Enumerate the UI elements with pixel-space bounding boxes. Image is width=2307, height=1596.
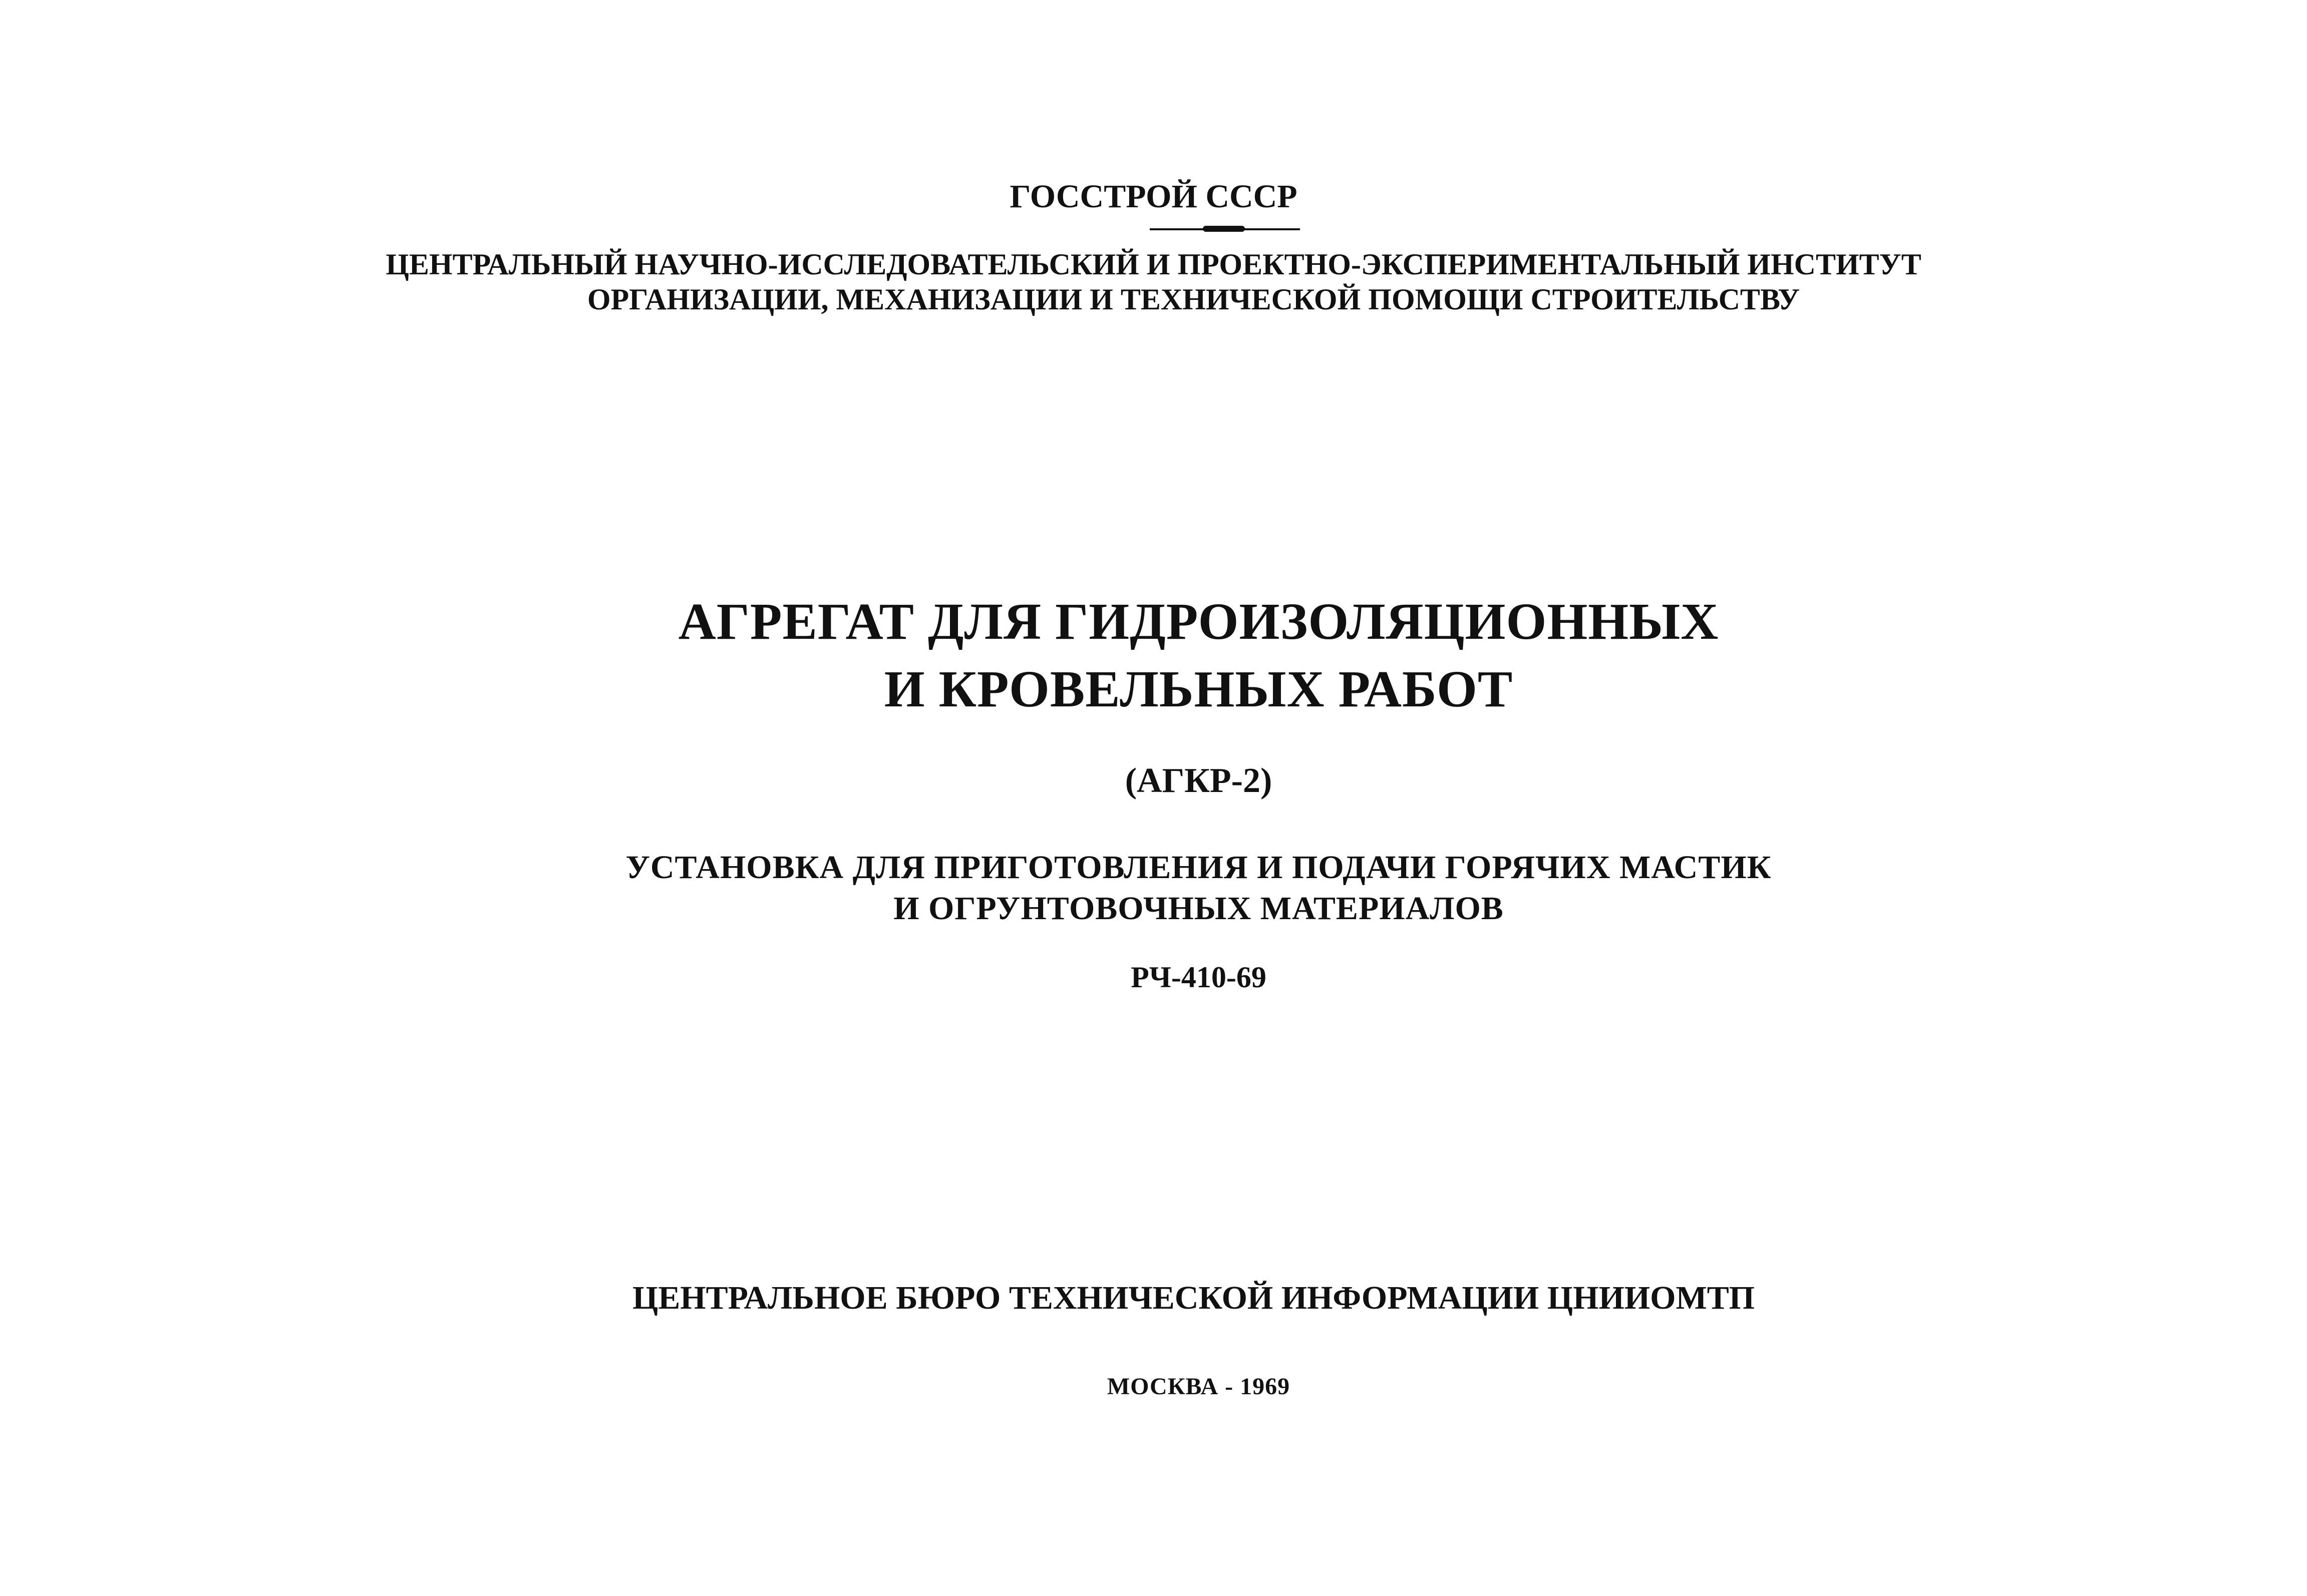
- subtitle-line-2: И ОГРУНТОВОЧНЫХ МАТЕРИАЛОВ: [893, 890, 1504, 927]
- publication-place-year: МОСКВА - 1969: [1107, 1373, 1290, 1400]
- document-number: РЧ-410-69: [1131, 961, 1266, 994]
- subtitle-line-1: УСТАНОВКА ДЛЯ ПРИГОТОВЛЕНИЯ И ПОДАЧИ ГОРЯЧИХ МАСТИК: [625, 849, 1772, 886]
- header-divider-ornament: [1203, 226, 1245, 232]
- organization-name: ГОССТРОЙ СССР: [1010, 178, 1297, 215]
- model-code: (АГКР-2): [1125, 761, 1272, 800]
- document-title-line-2: И КРОВЕЛЬНЫХ РАБОТ: [884, 660, 1513, 718]
- institute-name-line-2: ОРГАНИЗАЦИИ, МЕХАНИЗАЦИИ И ТЕХНИЧЕСКОЙ ПОМОЩИ СТРОИТЕЛЬСТВУ: [587, 283, 1800, 316]
- publisher-name: ЦЕНТРАЛЬНОЕ БЮРО ТЕХНИЧЕСКОЙ ИНФОРМАЦИИ ЦНИИОМТП: [632, 1280, 1755, 1316]
- institute-name-line-1: ЦЕНТРАЛЬНЫЙ НАУЧНО-ИССЛЕДОВАТЕЛЬСКИЙ И ПРОЕКТНО-ЭКСПЕРИМЕНТАЛЬНЫЙ ИНСТИТУТ: [386, 248, 1921, 281]
- document-title-line-1: АГРЕГАТ ДЛЯ ГИДРОИЗОЛЯЦИОННЫХ: [678, 593, 1719, 650]
